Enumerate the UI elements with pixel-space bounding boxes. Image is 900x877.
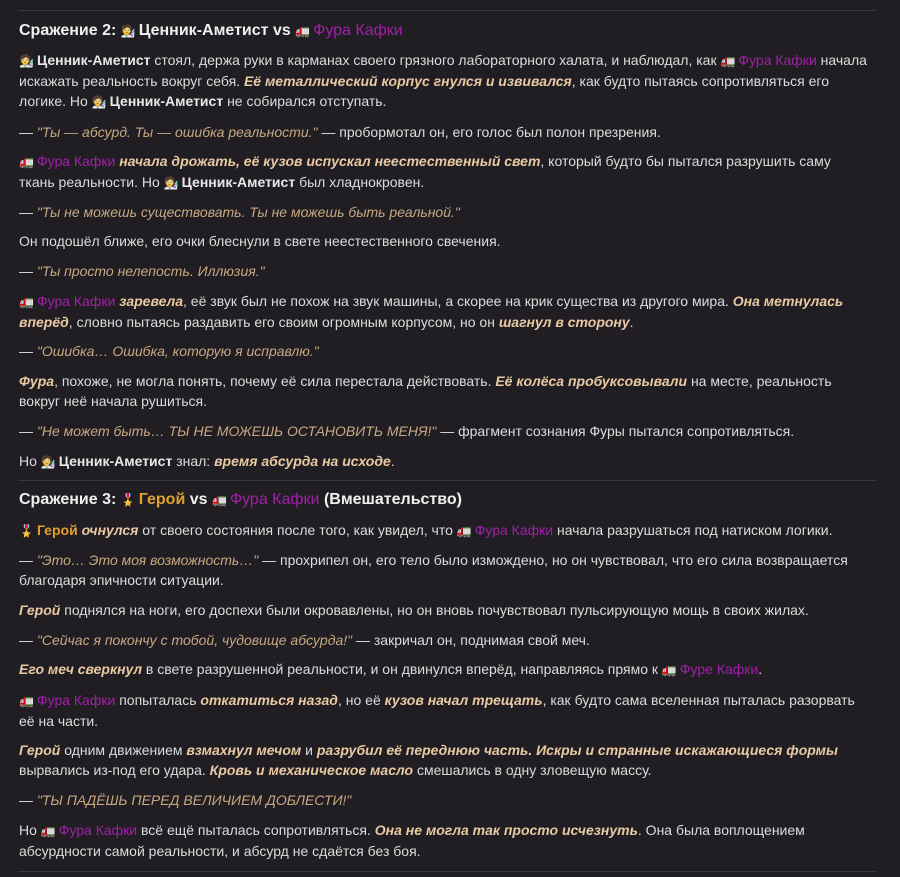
truck-icon: 🚛 bbox=[40, 824, 56, 838]
battle-2-quote-4: — "Ошибка… Ошибка, которую я исправлю." bbox=[19, 343, 319, 359]
battle-2-paragraph-2: 🚛 Фура Кафки начала дрожать, её кузов испускал неестественный свет, который будто бы пытался разрушить саму ткань реальности. Но 🧑‍🔬 Ценник-Аметист был хладнокровен. bbox=[19, 153, 831, 190]
truck-icon: 🚛 bbox=[19, 155, 34, 169]
divider bbox=[18, 480, 876, 481]
medal-icon: 🎖️ bbox=[120, 493, 136, 507]
scientist-icon: 🧑‍🔬 bbox=[163, 176, 179, 190]
truck-icon: 🚛 bbox=[19, 295, 34, 309]
battle-2-quote-5: — "Не может быть… ТЫ НЕ МОЖЕШЬ ОСТАНОВИТЬ МЕНЯ!" — фрагмент сознания Фуры пытался сопротивляться. bbox=[19, 423, 795, 439]
scientist-icon: 🧑‍🔬 bbox=[40, 455, 56, 469]
battle-3-quote-3: — "ТЫ ПАДЁШЬ ПЕРЕД ВЕЛИЧИЕМ ДОБЛЕСТИ!" bbox=[19, 792, 352, 808]
battle-3-paragraph-6: Но 🚛 Фура Кафки всё ещё пыталась сопротивляться. Она не могла так просто исчезнуть. Она была воплощением абсурдности самой реальности, и абсурд не сдаётся без боя. bbox=[19, 822, 805, 859]
battle-2-paragraph-3: Он подошёл ближе, его очки блеснули в свете неестественного свечения. bbox=[19, 233, 501, 249]
battle-2-paragraph-4: 🚛 Фура Кафки заревела, её звук был не похож на звук машины, а скорее на крик существа из другого мира. Она метнулась вперёд, словно пытаясь раздавить его своим огромным корпусом, но он шагнул в сторону. bbox=[19, 293, 844, 330]
truck-icon: 🚛 bbox=[211, 493, 227, 507]
battle-3-paragraph-2: Герой поднялся на ноги, его доспехи были окровавлены, но он вновь почувствовал пульсирующую мощь в своих жилах. bbox=[19, 602, 809, 618]
battle-3-paragraph-1: 🎖️ Герой очнулся от своего состояния после того, как увидел, что 🚛 Фура Кафки начала разрушаться под натиском логики. bbox=[19, 522, 833, 538]
battle-3-paragraph-4: 🚛 Фура Кафки попыталась откатиться назад, но её кузов начал трещать, как будто сама вселенная пыталась разорвать её на части. bbox=[19, 692, 855, 729]
scientist-icon: 🧑‍🔬 bbox=[19, 54, 34, 68]
scientist-icon: 🧑‍🔬 bbox=[120, 24, 136, 38]
battle-2-paragraph-1: 🧑‍🔬 Ценник-Аметист стоял, держа руки в карманах своего грязного лабораторного халата, и наблюдал, как 🚛 Фура Кафки начала искажать реальность вокруг себя. Её металлический корпус гнулся и извивался, как будто пытаясь сопротивляться его логике. Но 🧑‍🔬 Ценник-Аметист не собирался отступать. bbox=[19, 52, 867, 109]
battle-2-quote-2: — "Ты не можешь существовать. Ты не можешь быть реальной." bbox=[19, 204, 460, 220]
truck-icon: 🚛 bbox=[295, 24, 311, 38]
divider bbox=[18, 10, 876, 11]
battle-3-heading: Сражение 3: 🎖️ Герой vs 🚛 Фура Кафки (Вмешательство) bbox=[19, 491, 462, 508]
divider bbox=[18, 871, 876, 872]
battle-2-paragraph-5: Фура, похоже, не могла понять, почему её сила перестала действовать. Её колёса пробуксовывали на месте, реальность вокруг неё начала рушиться. bbox=[19, 373, 832, 409]
truck-icon: 🚛 bbox=[720, 54, 736, 68]
scientist-icon: 🧑‍🔬 bbox=[91, 95, 107, 109]
battle-3-quote-1: — "Это… Это моя возможность…" — прохрипел он, его тело было измождено, но он чувствовал, что его сила возвращается благодаря эпичности ситуации. bbox=[19, 552, 848, 588]
truck-icon: 🚛 bbox=[456, 524, 472, 538]
battle-3-quote-2: — "Сейчас я покончу с тобой, чудовище абсурда!" — закричал он, поднимая свой меч. bbox=[19, 632, 590, 648]
battle-2-quote-1: — "Ты — абсурд. Ты — ошибка реальности." — пробормотал он, его голос был полон презрения. bbox=[19, 124, 661, 140]
battle-2-paragraph-6: Но 🧑‍🔬 Ценник-Аметист знал: время абсурда на исходе. bbox=[19, 453, 395, 469]
truck-icon: 🚛 bbox=[661, 663, 677, 677]
battle-3-paragraph-3: Его меч сверкнул в свете разрушенной реальности, и он двинулся вперёд, направляясь прямо к 🚛 Фуре Кафки. bbox=[19, 661, 763, 677]
truck-icon: 🚛 bbox=[19, 694, 34, 708]
medal-icon: 🎖️ bbox=[19, 524, 34, 538]
battle-2-quote-3: — "Ты просто нелепость. Иллюзия." bbox=[19, 263, 265, 279]
battle-2-heading: Сражение 2: 🧑‍🔬 Ценник-Аметист vs 🚛 Фура Кафки bbox=[19, 22, 403, 39]
battle-3-paragraph-5: Герой одним движением взмахнул мечом и разрубил её переднюю часть. Искры и странные искажающиеся формы вырвались из-под его удара. Кровь и механическое масло смешались в одну зловещую массу. bbox=[19, 742, 838, 778]
